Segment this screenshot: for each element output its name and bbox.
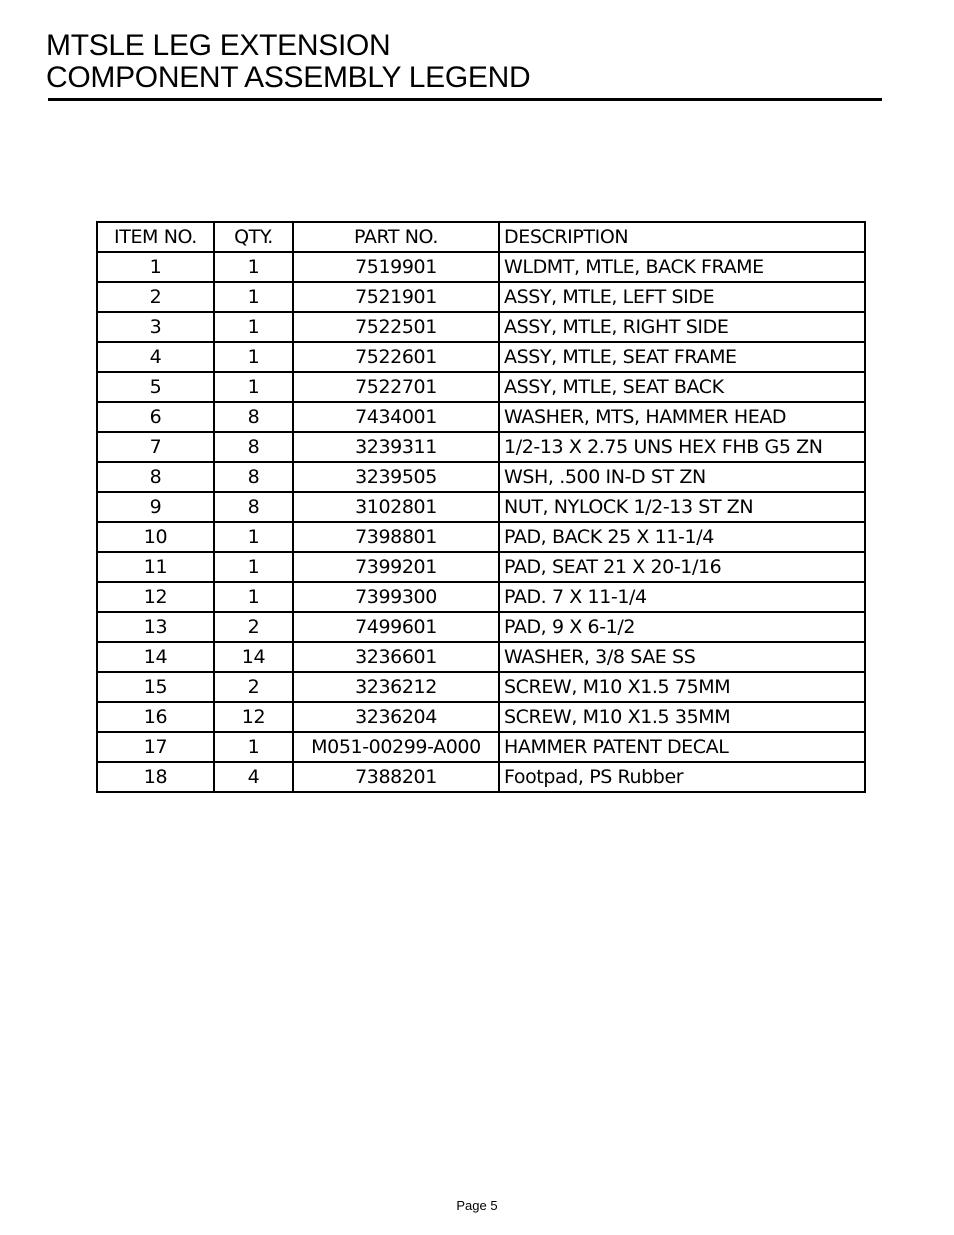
table-row xyxy=(97,642,865,672)
description-cell: HAMMER PATENT DECAL xyxy=(499,732,865,762)
description-cell: WASHER, 3/8 SAE SS xyxy=(499,642,865,672)
title-divider xyxy=(48,98,882,101)
table-row xyxy=(97,702,865,732)
qty-cell: 1 xyxy=(214,312,293,342)
item-no-cell: 12 xyxy=(97,582,214,612)
part-no-cell: 7434001 xyxy=(293,402,499,432)
item-no-cell: 16 xyxy=(97,702,214,732)
part-no-cell: M051-00299-A000 xyxy=(293,732,499,762)
table-row xyxy=(97,672,865,702)
qty-cell: 1 xyxy=(214,582,293,612)
item-no-cell: 9 xyxy=(97,492,214,522)
table-row xyxy=(97,252,865,282)
part-no-cell: 3236601 xyxy=(293,642,499,672)
part-no-cell: 7399201 xyxy=(293,552,499,582)
item-no-cell: 11 xyxy=(97,552,214,582)
description-cell: PAD. 7 X 11-1/4 xyxy=(499,582,865,612)
table-row xyxy=(97,492,865,522)
qty-cell: 1 xyxy=(214,552,293,582)
item-no-cell: 8 xyxy=(97,462,214,492)
qty-cell: 8 xyxy=(214,492,293,522)
item-no-cell: 18 xyxy=(97,762,214,792)
description-cell: PAD, SEAT 21 X 20-1/16 xyxy=(499,552,865,582)
item-no-cell: 6 xyxy=(97,402,214,432)
item-no-cell: 3 xyxy=(97,312,214,342)
part-no-cell: 7399300 xyxy=(293,582,499,612)
qty-cell: 2 xyxy=(214,672,293,702)
column-header-description: DESCRIPTION xyxy=(499,222,865,252)
part-no-cell: 7522501 xyxy=(293,312,499,342)
table-row xyxy=(97,522,865,552)
description-cell: ASSY, MTLE, LEFT SIDE xyxy=(499,282,865,312)
title-line-2: COMPONENT ASSEMBLY LEGEND xyxy=(46,61,531,94)
part-no-cell: 3102801 xyxy=(293,492,499,522)
description-cell: WLDMT, MTLE, BACK FRAME xyxy=(499,252,865,282)
part-no-cell: 7519901 xyxy=(293,252,499,282)
item-no-cell: 2 xyxy=(97,282,214,312)
description-cell: PAD, BACK 25 X 11-1/4 xyxy=(499,522,865,552)
qty-cell: 1 xyxy=(214,372,293,402)
part-no-cell: 3239311 xyxy=(293,432,499,462)
part-no-cell: 3236212 xyxy=(293,672,499,702)
table-header-row xyxy=(97,222,865,252)
title-line-1: MTSLE LEG EXTENSION xyxy=(46,29,391,62)
part-no-cell: 7398801 xyxy=(293,522,499,552)
column-header-part-no: PART NO. xyxy=(293,222,499,252)
qty-cell: 1 xyxy=(214,282,293,312)
part-no-cell: 3239505 xyxy=(293,462,499,492)
qty-cell: 8 xyxy=(214,462,293,492)
item-no-cell: 15 xyxy=(97,672,214,702)
qty-cell: 4 xyxy=(214,762,293,792)
table-row xyxy=(97,282,865,312)
item-no-cell: 5 xyxy=(97,372,214,402)
description-cell: ASSY, MTLE, RIGHT SIDE xyxy=(499,312,865,342)
description-cell: NUT, NYLOCK 1/2-13 ST ZN xyxy=(499,492,865,522)
table-row xyxy=(97,402,865,432)
table-row xyxy=(97,372,865,402)
table-row xyxy=(97,582,865,612)
item-no-cell: 17 xyxy=(97,732,214,762)
description-cell: WSH, .500 IN-D ST ZN xyxy=(499,462,865,492)
item-no-cell: 4 xyxy=(97,342,214,372)
part-no-cell: 7499601 xyxy=(293,612,499,642)
description-cell: PAD, 9 X 6-1/2 xyxy=(499,612,865,642)
column-header-item-no: ITEM NO. xyxy=(97,222,214,252)
qty-cell: 1 xyxy=(214,342,293,372)
table-row xyxy=(97,342,865,372)
item-no-cell: 1 xyxy=(97,252,214,282)
description-cell: 1/2-13 X 2.75 UNS HEX FHB G5 ZN xyxy=(499,432,865,462)
part-no-cell: 7521901 xyxy=(293,282,499,312)
part-no-cell: 7522701 xyxy=(293,372,499,402)
qty-cell: 14 xyxy=(214,642,293,672)
part-no-cell: 7388201 xyxy=(293,762,499,792)
description-cell: SCREW, M10 X1.5 75MM xyxy=(499,672,865,702)
component-legend-table xyxy=(96,221,866,793)
table-row xyxy=(97,462,865,492)
description-cell: ASSY, MTLE, SEAT BACK xyxy=(499,372,865,402)
qty-cell: 1 xyxy=(214,252,293,282)
description-cell: SCREW, M10 X1.5 35MM xyxy=(499,702,865,732)
item-no-cell: 14 xyxy=(97,642,214,672)
qty-cell: 12 xyxy=(214,702,293,732)
table-row xyxy=(97,762,865,792)
qty-cell: 1 xyxy=(214,522,293,552)
table-body xyxy=(97,252,865,792)
description-cell: Footpad, PS Rubber xyxy=(499,762,865,792)
qty-cell: 2 xyxy=(214,612,293,642)
qty-cell: 8 xyxy=(214,402,293,432)
table-row xyxy=(97,432,865,462)
qty-cell: 1 xyxy=(214,732,293,762)
qty-cell: 8 xyxy=(214,432,293,462)
page-number: Page 5 xyxy=(456,1198,498,1213)
item-no-cell: 10 xyxy=(97,522,214,552)
table-row xyxy=(97,732,865,762)
column-header-qty: QTY. xyxy=(214,222,293,252)
description-cell: ASSY, MTLE, SEAT FRAME xyxy=(499,342,865,372)
table-row xyxy=(97,312,865,342)
table-row xyxy=(97,612,865,642)
item-no-cell: 7 xyxy=(97,432,214,462)
part-no-cell: 3236204 xyxy=(293,702,499,732)
table-row xyxy=(97,552,865,582)
description-cell: WASHER, MTS, HAMMER HEAD xyxy=(499,402,865,432)
page-title xyxy=(46,30,530,94)
item-no-cell: 13 xyxy=(97,612,214,642)
part-no-cell: 7522601 xyxy=(293,342,499,372)
